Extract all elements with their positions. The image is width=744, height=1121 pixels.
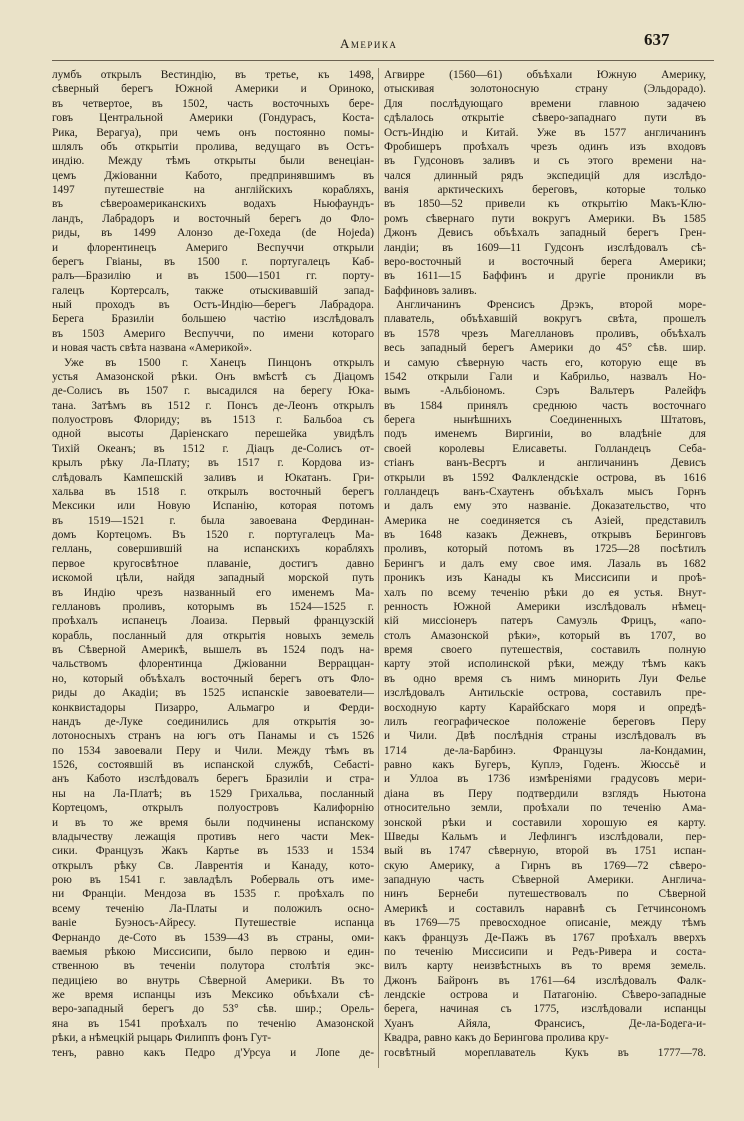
- running-head: Америка: [340, 36, 398, 51]
- left-column: [52, 68, 374, 1060]
- text-line: Англичанинъ Френсисъ Дрэкъ, второй море-: [396, 299, 706, 311]
- text-line: зонской рѣки и составили хорошую ея карту.: [384, 816, 706, 829]
- text-line: голландецъ ванъ-Схаутенъ объѣхалъ мысъ Горнъ: [384, 485, 706, 498]
- header-rule: [52, 60, 714, 61]
- text-line: корабль, посланный для открытія новыхъ земель: [52, 629, 374, 642]
- text-line: 1714 де-ла-Барбинэ. Французы ла-Кондамин,: [384, 744, 706, 757]
- text-line: въ сѣвероамериканскихъ водахъ Ньюфаундъ-: [52, 198, 374, 211]
- text-line: одной высоты Даріенскаго перешейка увидѣлъ: [52, 428, 374, 441]
- text-line: берега, начиная съ 1775, изслѣдовали испанцы: [384, 1003, 706, 1016]
- text-line: восходную карту Карайбскаго моря и опредѣ-: [384, 701, 706, 714]
- text-line: Остъ-Индію и Китай. Уже въ 1577 англичанинъ: [384, 126, 706, 139]
- text-line: ваемыя рѣкою Миссисипи, было первою и един-: [52, 945, 374, 958]
- text-line: ванія арктическихъ береговъ, которые только: [384, 184, 706, 196]
- text-line: Мексики или Новую Испанію, которая потомъ: [52, 500, 374, 513]
- text-line: стіанъ ванъ-Весртъ и англичанинъ Девисъ: [384, 457, 706, 470]
- text-line: вилъ карту неизвѣстныхъ въ то время земель.: [384, 960, 706, 973]
- text-line: педиціею во внутрь Сѣверной Америки. Въ то: [52, 974, 374, 987]
- text-line: сѣверный берегъ Южной Америки и Ориноко,: [52, 83, 374, 96]
- text-line: и Чили. Двѣ послѣднія страны изслѣдовалъ въ: [384, 730, 706, 743]
- text-line: берегъ Гвіаны, въ 1500 г. португалецъ Каб-: [52, 255, 374, 268]
- page-number: 637: [644, 30, 670, 49]
- text-line: ваніе Буэносъ-Айресу. Путешествіе испанца: [52, 917, 374, 930]
- text-line: крылъ рѣку Ла-Плату; въ 1517 г. Кордова из-: [52, 457, 374, 470]
- text-line: Америкѣ и составилъ наравнѣ съ Гетчинсономъ: [384, 902, 706, 915]
- text-line: слѣдовалъ Кампешскій заливъ и Юкатанъ. Гри-: [52, 471, 374, 484]
- text-line: ренность Южной Америки изслѣдовалъ нѣмец-: [384, 600, 706, 613]
- text-line: въ 1578 чрезъ Магеллановъ проливъ, объѣхалъ: [384, 327, 706, 340]
- text-line: Рика, Верагуа), при чемъ онъ постоянно помы-: [52, 126, 374, 139]
- text-line: госвѣтный мореплаватель Кукъ въ 1777—78.: [384, 1046, 706, 1059]
- text-line: и новая часть свѣта названа «Америкой».: [52, 342, 252, 355]
- text-line: въ 1519—1521 г. была завоевана Фердинан-: [52, 514, 374, 527]
- text-line: геллань, совершившій на испанскихъ корабляхъ: [52, 543, 374, 556]
- text-line: въ Индію чрезъ названный его именемъ Ма-: [52, 586, 374, 599]
- text-line: владычеству лежащія противъ него части Мек-: [52, 830, 374, 843]
- text-line: сдѣлалось открытіе сѣверо-западнаго пути въ: [384, 112, 706, 125]
- text-line: галецъ Кортерсалъ, также отыскивавшій запад-: [52, 284, 374, 297]
- text-line: въ 1503 Америго Веспуччи, по имени котораго: [52, 327, 374, 340]
- text-line: Фернандо де-Сото въ 1539—43 въ страны, оми-: [52, 931, 374, 944]
- text-line: карту этой исполинской рѣки, между тѣмъ какъ: [384, 658, 706, 671]
- text-line: вымъ -Альбіономъ. Сэръ Вальтеръ Ралейфъ: [384, 385, 706, 398]
- right-column: [384, 68, 706, 1060]
- text-line: Квадра, равно какъ до Беринговa пролива кру-: [384, 1032, 609, 1045]
- text-line: веро-восточный и восточный берега Америки;: [384, 255, 706, 268]
- text-line: чальствомъ флорентинца Джіованни Верраццан-: [52, 658, 374, 671]
- text-line: рою въ 1541 г. завладѣлъ Роберваль отъ име-: [52, 874, 374, 886]
- text-line: ландіи; въ 1609—11 Гудсонъ изслѣдовалъ сѣ-: [384, 241, 706, 254]
- text-line: по 1534 завоевали Перу и Чили. Между тѣмъ въ: [52, 744, 374, 757]
- text-line: относительно земли, проѣхали по теченію Ама-: [384, 802, 706, 815]
- text-line: скую Америку, а Гирнъ въ 1769—72 сѣверо-: [384, 859, 706, 872]
- text-line: Для послѣдующаго времени главною задачею: [384, 97, 706, 110]
- text-line: но, который объѣхалъ восточный берегъ отъ Фло-: [52, 672, 374, 685]
- column-divider: [378, 68, 379, 1068]
- text-line: открыли въ 1592 Фалклендскіе острова, въ 1616: [384, 471, 706, 484]
- text-line: время своего путешествія, составилъ полную: [384, 644, 706, 656]
- text-line: равно какъ Бугеръ, Куплэ, Годенъ. Жюссьё и: [384, 759, 706, 771]
- text-line: лумбъ открылъ Вестиндію, въ третье, къ 1498,: [52, 69, 374, 81]
- text-line: и въ то же время были подчинены испанскому: [52, 816, 374, 829]
- text-line: въ Гудсоновъ заливъ и съ этого времени на-: [384, 155, 706, 168]
- text-line: риды до Акадіи; въ 1525 испанскіе завоеватели—: [52, 687, 374, 700]
- text-line: и Уллоа въ 1736 измѣреніями градусовъ мери-: [384, 773, 706, 786]
- text-line: проникъ изъ Канады къ Миссисипи и проѣ-: [384, 572, 706, 585]
- text-line: 1497 путешествіе на англійскихъ корабляхъ,: [52, 184, 374, 196]
- text-line: вый въ 1747 сѣверную, второй въ 1751 испан-: [384, 845, 706, 858]
- text-line: индію. Между тѣмъ открыты были венеціан-: [52, 155, 374, 168]
- text-line: кій миссіонеръ патеръ Самуэль Фрицъ, «апо-: [384, 615, 706, 628]
- text-line: отыскивая золотоносную страну (Эльдорадо).: [384, 83, 706, 96]
- text-line: лилъ географическое положеніе береговъ Перу: [384, 715, 706, 728]
- text-line: Америка не соединяется съ Азіей, представилъ: [384, 514, 706, 527]
- text-line: въ Сѣверной Америкѣ, вышелъ въ 1524 подъ на-: [52, 644, 374, 656]
- text-line: ралъ—Бразилію и въ 1500—1501 гг. порту-: [52, 270, 374, 283]
- text-line: въ 1769—75 превосходное описаніе, между тѣмъ: [384, 917, 706, 930]
- text-line: нинъ Бернеби путешествовалъ по Сѣверной: [384, 888, 706, 901]
- text-line: Уже въ 1500 г. Ханецъ Пинцонъ открылъ: [64, 356, 374, 369]
- text-line: въ 1648 казакъ Дежневъ, открывъ Беринговъ: [384, 529, 706, 541]
- text-line: лендскіе острова и Патагонію. Сѣверо-западные: [384, 989, 706, 1001]
- text-line: Джонъ Девисъ объѣхалъ западный берегъ Грен-: [384, 227, 706, 240]
- text-line: западную часть Сѣверной Америки. Англича-: [384, 874, 706, 886]
- text-line: проѣхалъ испанецъ Лоаиза. Первый французскій: [52, 615, 374, 628]
- text-line: подъ именемъ Виргиніи, во владѣніе для: [384, 428, 706, 441]
- text-line: по теченію Миссисипи и Редъ-Ривера и соста-: [384, 945, 706, 958]
- text-line: Хуанъ Айяла, Франсисъ, Де-ла-Бодега-и-: [384, 1017, 706, 1030]
- text-line: въ 1611—15 Баффинъ и другіе проникли въ: [384, 270, 706, 283]
- text-line: нандъ де-Луке соединились для открытія зо-: [52, 715, 374, 728]
- text-line: Шведы Кальмъ и Лефлингъ изслѣдовали, пер-: [384, 830, 706, 843]
- text-line: и самую сѣверную часть его, которую еще въ: [384, 356, 706, 369]
- text-line: проливъ, который потомъ въ 1725—28 посѣтилъ: [384, 543, 706, 556]
- text-line: лотоносныхъ странъ на югъ отъ Панамы и съ 1526: [52, 730, 374, 743]
- text-line: анъ Кабото изслѣдовалъ берегъ Бразиліи и стра-: [52, 773, 374, 786]
- text-line: своей королевы Елисаветы. Голландецъ Себа-: [384, 442, 706, 455]
- text-line: ландъ, Лабрадоръ и восточный берегъ до Фло-: [52, 212, 374, 225]
- text-line: Тихій Океанъ; въ 1512 г. Діацъ де-Солисъ от-: [52, 442, 374, 455]
- text-line: рѣки, а нѣмецкій рыцарь Филиппъ фонъ Гут-: [52, 1032, 272, 1045]
- text-line: тенъ, равно какъ Педро д'Урсуа и Лопе де-: [52, 1046, 374, 1059]
- text-line: берега нынѣшнихъ Соединенныхъ Штатовъ,: [384, 414, 706, 426]
- text-line: цемъ Джіованни Кабото, предпринявшимъ въ: [52, 169, 374, 182]
- text-line: въ 1584 принялъ среднюю часть восточнаго: [384, 399, 706, 412]
- text-line: въ четвертое, въ 1502, часть восточныхъ бере-: [52, 97, 374, 110]
- text-line: въ одно время съ нимъ минорить Луи Фелье: [384, 672, 706, 685]
- text-line: плаватель, объѣхавшій вокругъ свѣта, прошелъ: [384, 313, 706, 326]
- text-line: Агвирре (1560—61) объѣхали Южную Америку,: [384, 69, 706, 81]
- text-line: и далъ ему это названіе. Доказательство, что: [384, 500, 706, 513]
- text-line: геллановъ проливъ, которымъ въ 1524—1525 г.: [52, 600, 374, 613]
- text-line: ни Франціи. Мендоза въ 1535 г. проѣхалъ по: [52, 888, 374, 901]
- text-line: изслѣдовалъ Антильскіе острова, составилъ пре-: [384, 687, 706, 700]
- text-line: Берега Бразиліи большею частію изслѣдовалъ: [52, 313, 374, 326]
- text-line: первое кругосвѣтное плаваніе, достигъ давно: [52, 557, 374, 570]
- text-line: яна въ 1541 проѣхалъ по теченію Амазонской: [52, 1017, 374, 1030]
- text-line: Фробишеръ проѣхалъ чрезъ одинъ изъ входовъ: [384, 140, 706, 153]
- text-line: устья Амазонской рѣки. Онъ вмѣстѣ съ Діацомъ: [52, 370, 374, 383]
- text-line: всему теченію Ла-Платы и положилъ осно-: [52, 902, 374, 915]
- text-line: домъ Кортецомъ. Въ 1520 г. португалецъ Ма-: [52, 529, 374, 541]
- text-line: столъ Амазонской рѣки», который въ 1707, во: [384, 629, 706, 642]
- text-line: весь западный берегъ Америки до 45° сѣв. шир.: [384, 342, 706, 355]
- text-line: говъ Центральной Америки (Гондурасъ, Коста-: [52, 112, 374, 125]
- text-line: сики. Французъ Жакъ Картье въ 1533 и 1534: [52, 845, 374, 858]
- text-line: ны на Ла-Платѣ; въ 1529 Грихальва, посланный: [52, 787, 374, 800]
- text-line: тана. Затѣмъ въ 1512 г. Понсъ де-Леонъ открылъ: [52, 399, 374, 412]
- text-line: и флорентинецъ Америго Веспуччи открыли: [52, 241, 374, 254]
- text-line: хальва въ 1518 г. открылъ восточный берегъ: [52, 485, 374, 498]
- text-line: Кортецомъ, открылъ полуостровъ Калифорнію: [52, 802, 374, 815]
- text-line: веро-западный берегъ до 53° сѣв. шир.; Орель-: [52, 1003, 374, 1016]
- text-line: ственною въ теченіи полутора столѣтія экс-: [52, 960, 374, 973]
- text-line: риды, въ 1499 Алонзо де-Гохеда (de Hojeda): [52, 227, 374, 240]
- text-line: Джонъ Байронъ въ 1761—64 изслѣдовалъ Фалк-: [384, 974, 706, 987]
- text-line: шлялъ объ открытіи пролива, ведущаго въ Остъ-: [52, 140, 374, 153]
- text-line: полуостровъ Флориду; въ 1513 г. Бальбоа съ: [52, 414, 374, 426]
- text-line: же время испанцы изъ Мексико объѣхали сѣ-: [52, 989, 374, 1001]
- text-line: чался длинный рядъ экспедицій для изслѣдо-: [384, 169, 706, 182]
- text-line: діана въ Перу подтвердили взглядъ Ньютона: [384, 787, 706, 800]
- text-line: ромъ сѣвернаго пути вокругъ Америки. Въ 1585: [384, 212, 706, 225]
- text-line: халъ по всему теченію рѣки до ея устья. Внут-: [384, 586, 706, 599]
- text-line: 1526, состоявшій въ испанской службѣ, Себасті-: [52, 759, 374, 771]
- text-line: ный проходъ въ Остъ-Индію—берегъ Лабрадора.: [52, 299, 374, 311]
- text-line: де-Солисъ въ 1507 г. высадился на берегу Юка-: [52, 385, 374, 398]
- text-line: Берингъ и далъ ему свое имя. Лазаль въ 1682: [384, 557, 706, 570]
- text-line: конквистадоры Пизарро, Альмагро и Ферди-: [52, 701, 374, 714]
- text-line: 1542 открыли Гали и Кабрильо, назвалъ Но-: [384, 370, 706, 383]
- text-line: въ 1850—52 привели къ открытію Макъ-Клю-: [384, 198, 706, 211]
- text-line: открылъ рѣку Св. Лаврентія и Канаду, кото-: [52, 859, 374, 872]
- text-line: искомой цѣли, найдя западный морской путь: [52, 572, 374, 585]
- text-line: Баффиновъ заливъ.: [384, 284, 477, 297]
- text-line: какъ французъ Де-Пажъ въ 1767 проѣхалъ вверхъ: [384, 931, 706, 944]
